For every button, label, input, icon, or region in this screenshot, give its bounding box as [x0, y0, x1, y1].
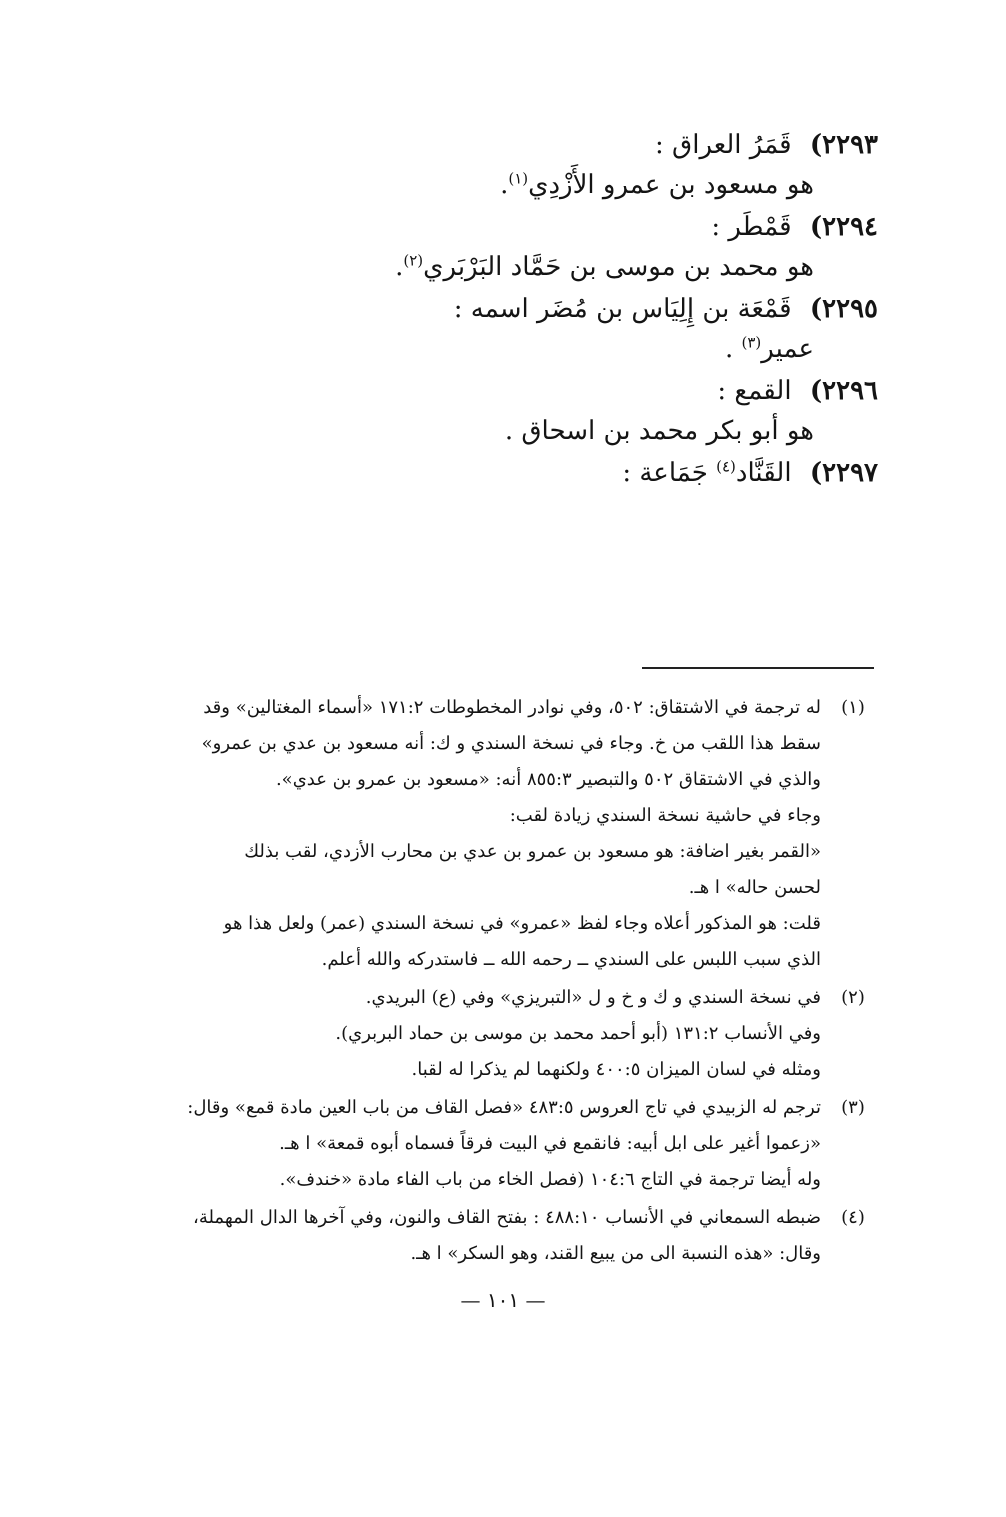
footnote-line: ومثله في لسان الميزان ٤٠٠:٥ ولكنهما لم يذكرا له لقبا.: [411, 1059, 821, 1080]
entry-heading: [118, 454, 878, 494]
footnote-ref[interactable]: (٤): [716, 457, 736, 476]
entry-heading: [118, 126, 878, 166]
entry-number: ٢٢٩٣ ): [810, 126, 878, 164]
entry-text: هو أبو بكر محمد بن اسحاق .: [504, 416, 814, 446]
footnote-ref[interactable]: (١): [508, 169, 529, 188]
entry-number: ٢٢٩٧ ): [810, 454, 878, 492]
entry-text: عمير: [761, 334, 814, 364]
footnote-line: في نسخة السندي و ك و خ و ل «التبريزي» وفي (ع) البريدي.: [365, 987, 821, 1008]
footnote-line: الذي سبب اللبس على السندي ــ رحمه الله ــ فاستدركه والله أعلم.: [321, 949, 821, 970]
entry-punct: .: [724, 334, 742, 364]
footnote-number: (١): [841, 697, 865, 718]
footnote-line: وقال: «هذه النسبة الى من يبيع القند، وهو السكر» ا هـ.: [410, 1243, 821, 1264]
entry-number: ٢٢٩٦ ): [810, 372, 878, 410]
entry-body: [118, 166, 814, 204]
footnote-line: ضبطه السمعاني في الأنساب ٤٨٨:١٠ : بفتح القاف والنون، وفي آخرها الدال المهملة،: [193, 1207, 821, 1228]
footnote-line: قلت: هو المذكور أعلاه وجاء لفظ «عمرو» في نسخة السندي (عمر) ولعل هذا هو: [223, 913, 821, 934]
entry-title: القَنَّاد: [735, 458, 792, 488]
entry-punct: .: [500, 170, 509, 200]
entry-title: قَمْطَر :: [711, 212, 792, 242]
footnote: [148, 980, 876, 1088]
footnote-line: «القمر بغير اضافة: هو مسعود بن عمرو بن عدي بن محارب الأزدي، لقب بذلك: [244, 841, 821, 862]
footnote-line: لحسن حاله» ا هـ.: [688, 877, 821, 898]
footnote: [148, 1090, 876, 1198]
footnote-ref[interactable]: (٣): [741, 333, 762, 352]
footnote-line: وجاء في حاشية نسخة السندي زيادة لقب:: [509, 805, 821, 826]
footnote: [148, 690, 876, 978]
entry-title: قَمَرُ العراق :: [655, 130, 792, 160]
footnote: [148, 1200, 876, 1272]
footnote-number: (٢): [841, 987, 865, 1008]
entry-heading: [118, 208, 878, 248]
entry-punct: .: [395, 252, 404, 282]
entry-title: قَمْعَة بن إِلِيَاس بن مُضَر اسمه :: [453, 294, 792, 324]
footnote-line: سقط هذا اللقب من خ. وجاء في نسخة السندي و ك: أنه مسعود بن عدي بن عمرو»: [201, 733, 821, 754]
entry-title-rest: جَمَاعة :: [622, 458, 717, 488]
page-number: — ١٠١ —: [460, 1288, 546, 1312]
footnote-number: (٤): [841, 1207, 865, 1228]
entry-text: هو مسعود بن عمرو الأَزْدِي: [528, 170, 814, 200]
entry-heading: [118, 290, 878, 330]
entry-number: ٢٢٩٥ ): [810, 290, 878, 328]
entry-body: [118, 412, 814, 450]
entries-list: [118, 126, 878, 494]
footnote-line: وله أيضا ترجمة في التاج ١٠٤:٦ (فصل الخاء من باب الفاء مادة «خندف».: [279, 1169, 821, 1190]
entry-number: ٢٢٩٤ ): [810, 208, 878, 246]
footnote-line: وفي الأنساب ١٣١:٢ (أبو أحمد محمد بن موسى بن حماد البربري).: [335, 1023, 821, 1044]
footnote-divider: [642, 667, 874, 669]
entry-heading: [118, 372, 878, 412]
footnote-number: (٣): [841, 1097, 865, 1118]
footnote-line: له ترجمة في الاشتقاق: ٥٠٢، وفي نوادر المخطوطات ١٧١:٢ «أسماء المغتالين» وقد: [203, 697, 821, 718]
entry-title: القمع :: [717, 376, 792, 406]
entry-body: [118, 330, 814, 368]
footnote-line: والذي في الاشتقاق ٥٠٢ والتبصير ٨٥٥:٣ أنه: «مسعود بن عمرو بن عدي».: [275, 769, 821, 790]
footnotes: [148, 690, 876, 1274]
entry-text: هو محمد بن موسى بن حَمَّاد البَرْبَري: [423, 252, 814, 282]
entry-body: [118, 248, 814, 286]
footnote-line: «زعموا أغير على ابل أبيه: فانقمع في البيت فرقاً فسماه أبوه قمعة» ا هـ.: [279, 1133, 821, 1154]
footnote-ref[interactable]: (٢): [403, 251, 424, 270]
footnote-line: ترجم له الزبيدي في تاج العروس ٤٨٣:٥ «فصل القاف من باب العين مادة قمع» وقال:: [187, 1097, 821, 1118]
